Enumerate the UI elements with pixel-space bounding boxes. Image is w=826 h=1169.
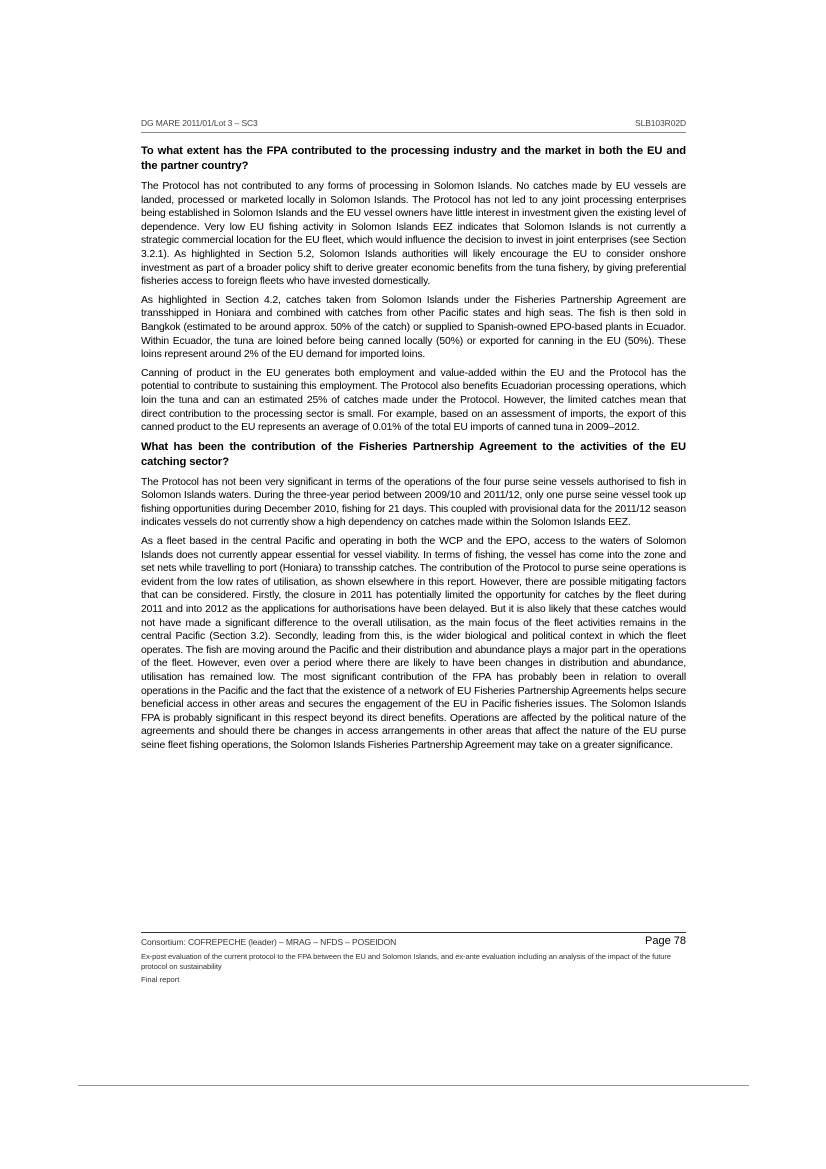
section-question-processing: To what extent has the FPA contributed to the processing industry and the market in both the EU and the partner country?: [141, 145, 686, 172]
header-divider: [141, 132, 686, 133]
footer-divider: [141, 932, 686, 933]
running-header: [141, 118, 686, 128]
main-content: [141, 144, 686, 758]
page-number: Page 78: [645, 935, 686, 947]
paragraph-fleet-operations: As a fleet based in the central Pacific and operating in both the WCP and the EPO, access to the waters of Solomon Islands does not currently appear essential for vessel viability. In terms of fishing, the vessel has come into the zone and set nets while travelling to port (Honiara) to transship catches. The contribution of the Protocol to purse seine operations is evident from the low rates of utilisation, as shown elsewhere in this report. However, there are possible mitigating factors that can be considered. Firstly, the closure in 2011 has potentially limited the opportunity for catches by the fleet during 2011 and into 2012 as the applications for authorisations have been delayed. But it is also likely that these catches would not have made a significant difference to the overall utilisation, as the main focus of the fleet activities remains in the central Pacific (Section 3.2). Secondly, leading from this, is the wider biological and political context in which the fleet operates. The fish are moving around the Pacific and their distribution and abundance plays a major part in the operations of the fleet. However, even over a period where there are likely to have been changes in distribution and abundance, utilisation has remained low. The most significant contribution of the FPA has probably been in relation to overall operations in the Pacific and the fact that the existence of a network of EU Fisheries Partnership Agreements helps secure beneficial access in other areas and secures the engagement of the EU in Pacific fisheries issues. The Solomon Islands FPA is probably significant in this respect beyond its direct benefits. Operations are affected by the political nature of the agreements and should there be changes in access arrangements in other areas that affect the nature of the EU purse seine fleet fishing operations, the Solomon Islands Fisheries Partnership Agreement may take on a greater significance.: [141, 536, 686, 751]
paragraph-catches-transshipment: As highlighted in Section 4.2, catches taken from Solomon Islands under the Fisheries Partnership Agreement are transshipped in Honiara and combined with catches from other Pacific states and high seas. The fish is then sold in Bangkok (estimated to be around approx. 50% of the catch) or supplied to Spanish-owned EPO-based plants in Ecuador. Within Ecuador, the tuna are loined before being canned locally (50%) or exported for canning in the EU (50%). These loins represent around 2% of the EU demand for imported loins.: [141, 294, 686, 361]
paragraph-purse-seine-vessels: The Protocol has not been very significant in terms of the operations of the four purse seine vessels authorised to fish in Solomon Islands waters. During the three-year period between 2009/10 and 2011/12, only one purse seine vessel took up fishing opportunities during December 2010, fishing for 21 days. This coupled with provisional data for the 2011/12 season indicates vessels do not currently show a high dependency on catches made within the Solomon Islands EEZ.: [141, 476, 686, 529]
paragraph-processing-solomon: The Protocol has not contributed to any forms of processing in Solomon Islands. No catches made by EU vessels are landed, processed or marketed locally in Solomon Islands. The Protocol has not led to any joint processing enterprises being established in Solomon Islands and the EU vessel owners have little interest in investment given the existing level of dependence. Very low EU fishing activity in Solomon Islands EEZ indicates that Solomon Islands is not currently a strategic commercial location for the EU fleet, which would influence the decision to invest in joint enterprises (see Section 3.2.1). As highlighted in Section 5.2, Solomon Islands authorities will likely encourage the EU to consider onshore investment as part of a broader policy shift to derive greater economic benefits from the tuna fishery, by giving preferential fisheries access to foreign fleets who have invested domestically.: [141, 181, 686, 288]
page-bottom-divider: [78, 1085, 749, 1086]
header-right-reference: SLB103R02D: [635, 118, 686, 128]
section-question-catching-sector: What has been the contribution of the Fisheries Partnership Agreement to the activities of the EU catching sector?: [141, 440, 686, 468]
header-left-reference: DG MARE 2011/01/Lot 3 – SC3: [141, 118, 258, 128]
footer-final-report: Final report: [141, 975, 180, 984]
footer-consortium: Consortium: COFREPECHE (leader) – MRAG – NFDS – POSEIDON: [141, 937, 397, 947]
paragraph-canning-eu: Canning of product in the EU generates both employment and value-added within the EU and the Protocol has the potential to contribute to sustaining this employment. The Protocol also benefits Ecuadorian processing operations, which loin the tuna and can an estimated 25% of catches made under the Protocol. However, the limited catches mean that direct contribution to the processing sector is small. For example, based on an assessment of imports, the export of this canned product to the EU represents an average of 0.01% of the total EU imports of canned tuna in 2009–2012.: [141, 367, 686, 434]
footer-description: Ex-post evaluation of the current protocol to the FPA between the EU and Solomon Islands, and ex-ante evaluation including an analysis of the impact of the future protocol on sustainability: [141, 952, 671, 971]
